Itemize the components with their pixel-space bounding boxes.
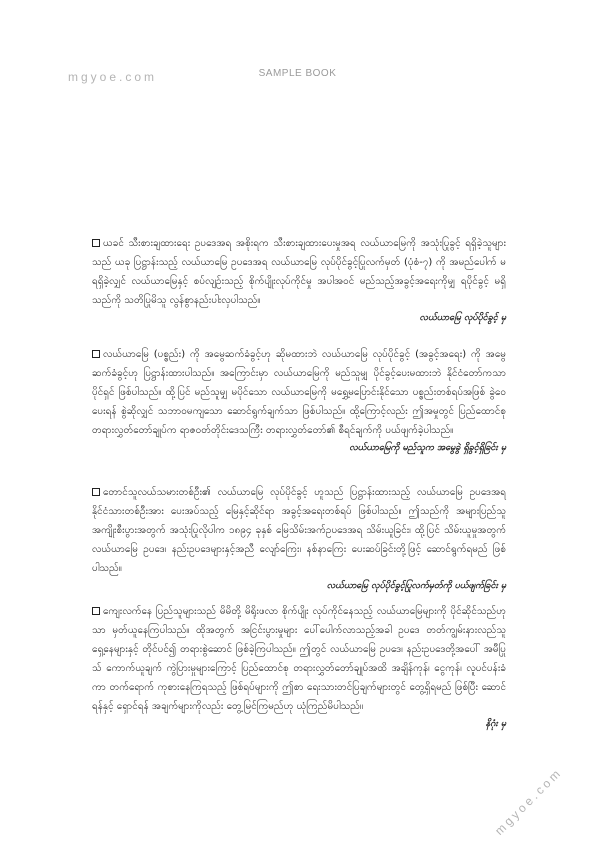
source-citation: လယ်ယာမြေကို မည်သူက အမွေခွဲ ရှိခွင့်ရှိခြင်း မှ	[349, 443, 506, 453]
paragraph-text: တောင်သူလယ်သမားတစ်ဦး၏ လယ်ယာမြေ လုပ်ပိုင်ခွင့် ဟူသည် ပြဋ္ဌာန်းထားသည့် လယ်ယာမြေ ဥပဒေအရ နိုင်ငံသားတစ်ဦးအား ပေးအပ်သည့် မြေနှင့်ဆိုင်ရာ အခွင့်အရေးတစ်ရပ် ဖြစ်ပါသည်။ ဤသည်ကို အများပြည်သူ အကျိုးစီးပွားအတွက် အသုံးပြုလိုပါက ၁၈၉၄ ခုနှစ် မြေသိမ်းအက်ဥပဒေအရ သိမ်းယူခြင်း၊ ထို့ပြင် သိမ်းယူမှုအတွက် လယ်ယာမြေ ဥပဒေ၊ နည်းဥပဒေများနှင့်အညီ လျော်ကြေး၊ နစ်နာကြေး ပေးဆပ်ခြင်းတို့ဖြင့် ဆောင်ရွက်ရမည် ဖြစ်ပါသည်။	[92, 487, 506, 574]
paragraph-block-1	[92, 234, 506, 325]
source-citation: လယ်ယာမြေ လုပ်ပိုင်ခွင့်ပြုလက်မှတ်ကို ပယ်ဖျက်ခြင်း မှ	[326, 581, 506, 591]
paragraph-text: ယခင် သီးစားချထားရေး ဥပဒေအရ အစိုးရက သီးစားချထားပေးမှုအရ လယ်ယာမြေကို အသုံးပြုခွင့် ရရှိခဲ့သူများသည် ယခု ပြဋ္ဌာန်းသည့် လယ်ယာမြေ ဥပဒေအရ လယ်ယာမြေ လုပ်ပိုင်ခွင့်ပြုလက်မှတ် (ပုံစံ-၇) ကို အမည်ပေါက် မရရှိခဲ့လျှင် လယ်ယာမြေနှင့် စပ်လျဉ်းသည့် စိုက်ပျိုးလုပ်ကိုင်မှု အပါအဝင် မည်သည့်အခွင့်အရေးကိုမျှ ရပိုင်ခွင့် မရှိသည်ကို သတိပြုမိသူ လွန်စွာနည်းပါးလှပါသည်။	[92, 238, 506, 306]
checkbox-bullet-icon	[92, 350, 100, 358]
source-citation: လယ်ယာမြေ လုပ်ပိုင်ခွင့် မှ	[419, 313, 506, 323]
checkbox-bullet-icon	[92, 239, 100, 247]
source-citation: နိဂုံး မှ	[485, 719, 506, 729]
paragraph-block-4	[92, 602, 506, 731]
watermark-side: mgyoe.com	[492, 765, 565, 838]
paragraph	[92, 345, 506, 440]
checkbox-bullet-icon	[92, 607, 100, 615]
watermark-top-left: mgyoe.com	[68, 70, 158, 84]
checkbox-bullet-icon	[92, 488, 100, 496]
paragraph-text: ကျေးလက်နေ ပြည်သူများသည် မိမိတို့ မိရိုးဖလာ စိုက်ပျိုး လုပ်ကိုင်နေသည့် လယ်ယာမြေများကို ပိုင်ဆိုင်သည်ဟုသာ မှတ်ယူနေကြပါသည်။ ထိုအတွက် အငြင်းပွားမှုများ ပေါ်ပေါက်လာသည့်အခါ ဥပဒေ တတ်ကျွမ်းနားလည်သူ ရှေ့နေများနှင့် တိုင်ပင်၍ တရားစွဲဆောင် ဖြစ်ခဲ့ကြပါသည်။ ဤတွင် လယ်ယာမြေ ဥပဒေ၊ နည်းဥပဒေတို့အပေါ် အမီပြုသ် ကောက်ယူချက် ကွဲပြားမှုများကြောင့် ပြည်ထောင်စု တရားလွှတ်တော်ချုပ်အထိ အချိန်ကုန်၊ ငွေကုန်၊ လူပင်ပန်းခံကာ တက်ရောက် ကုစားနေကြရသည့် ဖြစ်ရပ်များကို ဤစာ ရေးသားတင်ပြချက်များတွင် တွေ့ရှိရမည် ဖြစ်ပြီး ဆောင်ရန်နှင့် ရှောင်ရန် အချက်များကိုလည်း တွေ့မြင်ကြမည်ဟု ယုံကြည်မိပါသည်။	[92, 606, 506, 712]
paragraph-block-3	[92, 483, 506, 593]
paragraph-text: လယ်ယာမြေ (ပစ္စည်း) ကို အမွေဆက်ခံခွင့်ဟု ဆိုမထားဘဲ လယ်ယာမြေ လုပ်ပိုင်ခွင့် (အခွင့်အရေး) ကို အမွေဆက်ခံခွင့်ဟု ပြဋ္ဌာန်းထားပါသည်။ အကြောင်းမှာ လယ်ယာမြေကို မည်သူမျှ ပိုင်ခွင့်ပေးမထားဘဲ နိုင်ငံတော်ကသာ ပိုင်ရှင် ဖြစ်ပါသည်။ ထို့ပြင် မည်သူမျှ မပိုင်သော လယ်ယာမြေကို မရွှေ့မပြောင်းနိုင်သော ပစ္စည်းတစ်ရပ်အဖြစ် ခွဲဝေပေးရန် စွဲဆိုလျှင် သဘာဝမကျသော ဆောင်ရွက်ချက်သာ ဖြစ်ပါသည်။ ထို့ကြောင့်လည်း ဤအမှုတွင် ပြည်ထောင်စု တရားလွှတ်တော်ချုပ်က ရာဇဝတ်တိုင်းဒေသကြီး တရားလွှတ်တော်၏ စီရင်ချက်ကို ပယ်ဖျက်ခဲ့ပါသည်။	[92, 349, 506, 436]
paragraph	[92, 602, 506, 716]
paragraph	[92, 483, 506, 578]
sample-book-header: SAMPLE BOOK	[258, 68, 337, 79]
paragraph	[92, 234, 506, 310]
paragraph-block-2	[92, 345, 506, 455]
